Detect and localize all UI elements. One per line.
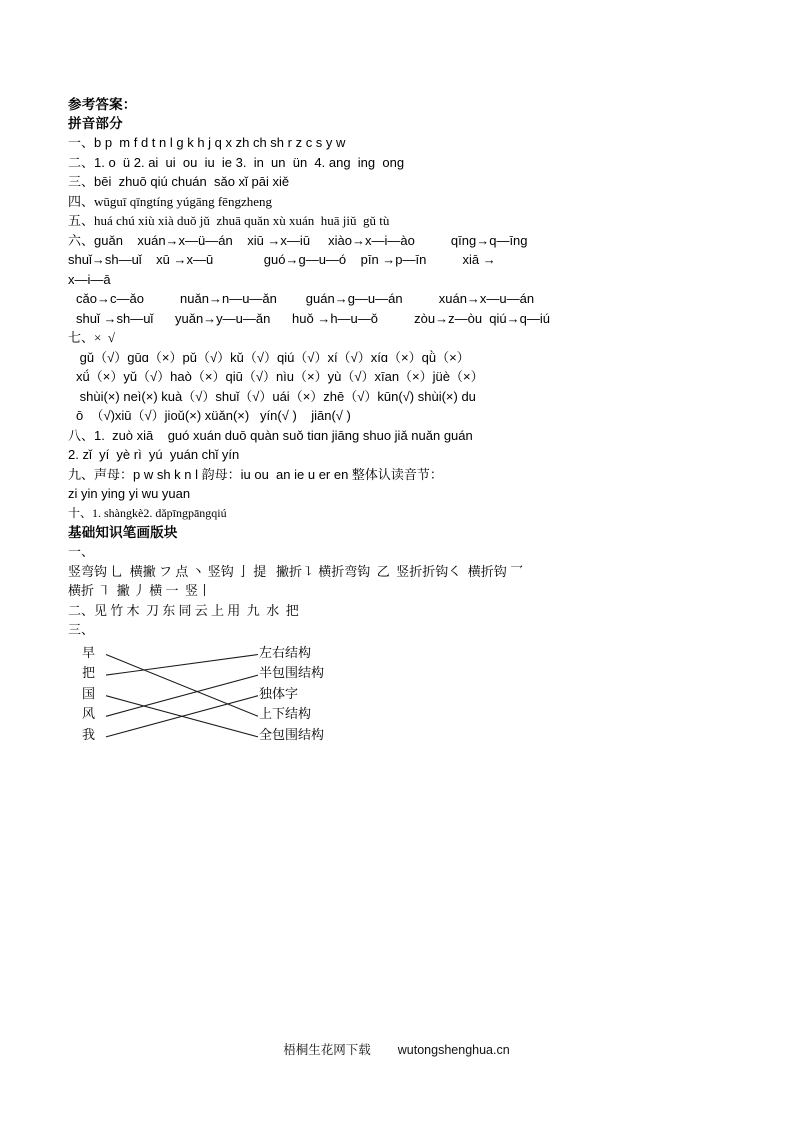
matching-right-item-0[interactable]: 左右结构 bbox=[259, 644, 312, 660]
answer-line-q7b: gǔ（√）gūɑ（×）pǔ（√）kǔ（√）qiú（√）xí（√）xíɑ（×）qǜ（×） bbox=[76, 349, 470, 365]
answer-line-q7c: xǘ（×）yǔ（√）haò（×）qiū（√）nìu（×）yù（√）xīan（×）jüè（×） bbox=[76, 369, 484, 384]
answer-line-q6a: 六、guǎn xuán→x—ü—án xiū →x—iū xiào→x—i—ào qīng→q—īng bbox=[68, 232, 528, 248]
answer-line-q7a: 七、× √ bbox=[68, 330, 115, 345]
answer-line-b1c: 横折 ㇕ 撇 丿 横 一 竖丨 bbox=[68, 583, 212, 598]
footer-site-url: wutongshenghua.cn bbox=[397, 1043, 510, 1057]
answer-line-q8b: 2. zǐ yí yè rì yú yuán chǐ yín bbox=[68, 447, 240, 462]
answer-line-q6b: shuǐ→sh—uǐ xū →x—ū guó→g—u—ó pīn →p—īn xiā → bbox=[68, 252, 496, 267]
section-heading-pinyin: 拼音部分 bbox=[68, 116, 123, 131]
answer-line-b2: 二、见 竹 木 刀 东 同 云 上 用 九 水 把 bbox=[68, 602, 299, 618]
matching-connector-0 bbox=[106, 654, 258, 716]
matching-right-item-1[interactable]: 半包围结构 bbox=[259, 665, 325, 681]
matching-right-item-4[interactable]: 全包围结构 bbox=[259, 726, 325, 742]
matching-left-item-3[interactable]: 风 bbox=[82, 706, 96, 722]
answer-line-q4: 四、wūguī qīngtíng yúgāng fēngzheng bbox=[68, 193, 272, 209]
matching-left-item-0[interactable]: 早 bbox=[82, 644, 96, 660]
matching-right-item-2[interactable]: 独体字 bbox=[259, 685, 299, 701]
answer-key-title: 参考答案： bbox=[68, 97, 137, 112]
answer-line-q1: 一、b p m f d t n l g k h j q x zh ch sh r z c s y w bbox=[68, 135, 346, 150]
document-content bbox=[68, 95, 740, 747]
answer-line-b1a: 一、 bbox=[68, 544, 95, 559]
answer-line-b1b: 竖弯钩 乚 横撇 フ 点 丶 竖钩 亅 提 撇折㇊ 横折弯钩 乙 竖折折钩㇛ 横折钩 乛 bbox=[68, 563, 524, 579]
answer-line-q6c: x—i—ā bbox=[68, 271, 111, 287]
answer-line-q5: 五、huá chú xiù xià duǒ jǔ zhuā quǎn xù xuán huā jiǔ gǔ tù bbox=[68, 213, 390, 228]
footer-watermark bbox=[0, 1040, 793, 1058]
answer-line-q9a: 九、声母：p w sh k n l 韵母：iu ou an ie u er en 整体认读音节： bbox=[68, 466, 443, 482]
matching-left-item-2[interactable]: 国 bbox=[82, 685, 96, 701]
answer-line-b3: 三、 bbox=[68, 622, 95, 637]
answer-line-q6d: cǎo→c—ǎo nuǎn→n—u—ǎn guán→g—u—án xuán→x—u—án bbox=[76, 291, 535, 306]
matching-connector-3 bbox=[106, 675, 258, 716]
matching-right-item-3[interactable]: 上下结构 bbox=[259, 706, 312, 722]
answer-line-q3: 三、bēi zhuō qiú chuán sǎo xǐ pāi xiě bbox=[68, 174, 290, 189]
footer-site-name: 梧桐生花网下载 bbox=[283, 1043, 371, 1057]
section-heading-bihua: 基础知识笔画版块 bbox=[68, 525, 178, 540]
matching-exercise bbox=[82, 643, 412, 747]
answer-line-q2: 二、1. o ü 2. ai ui ou iu ie 3. in un ün 4. ang ing ong bbox=[68, 154, 405, 170]
answer-line-q7d: shùi(×) neì(×) kuà（√）shuǐ（√）uái（×）zhē（√）kūn(√) shùi(×) du bbox=[76, 388, 476, 404]
matching-left-item-1[interactable]: 把 bbox=[82, 665, 96, 681]
answer-line-q10: 十、1. shàngkè2. dǎpīngpāngqiú bbox=[68, 505, 227, 520]
answer-line-q9b: zi yin ying yi wu yuan bbox=[68, 486, 191, 501]
answer-line-q6e: shuǐ →sh—uǐ yuǎn→y—u—ǎn huǒ →h—u—ǒ zòu→z—òu qiú→q—iú bbox=[76, 310, 550, 326]
answer-line-q8a: 八、1. zuò xiā guó xuán duō quàn suǒ tiɑn jiānɡ shuo jiǎ nuǎn guán bbox=[68, 427, 473, 443]
matching-left-item-4[interactable]: 我 bbox=[82, 726, 96, 742]
answer-line-q7e: ō （√)xiū（√）jioǔ(×) xüǎn(×) yín(√ ) jiān(√ ) bbox=[76, 408, 351, 423]
matching-left-column bbox=[82, 643, 108, 746]
matching-right-column bbox=[259, 643, 409, 746]
matching-connector-1 bbox=[106, 654, 258, 675]
